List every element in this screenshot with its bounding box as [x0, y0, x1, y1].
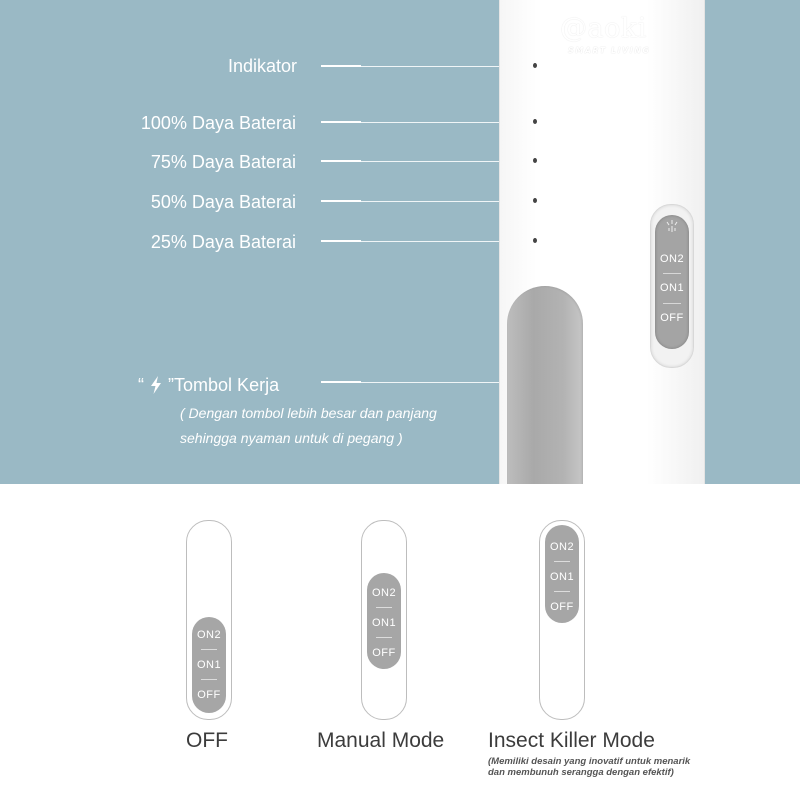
brand-tagline: SMART LIVING — [568, 46, 651, 55]
switch-label-off: OFF — [660, 312, 684, 324]
battery-75-leader — [321, 160, 361, 162]
battery-100-light — [533, 119, 537, 124]
manual-mode-label: Manual Mode — [317, 729, 445, 752]
insect-killer-mode-knob — [545, 525, 579, 623]
switch-label-off: OFF — [372, 647, 396, 659]
switch-label-on1: ON1 — [371, 617, 397, 629]
manual-mode-knob — [367, 573, 401, 669]
work-button[interactable] — [507, 286, 583, 484]
switch-divider — [554, 561, 570, 562]
battery-25-light — [533, 238, 537, 243]
battery-50-leader — [321, 200, 361, 202]
battery-100-leader — [321, 121, 361, 123]
lightning-bolt-icon — [149, 376, 163, 394]
off-mode-knob — [192, 617, 226, 713]
work-button-note-line-2: sehingga nyaman untuk di pegang ) — [180, 430, 403, 446]
close-quote: ” — [168, 375, 175, 395]
switch-label-on1: ON1 — [659, 282, 685, 294]
switch-label-on1: ON1 — [196, 659, 222, 671]
insect-killer-mode-switch — [539, 520, 585, 720]
insect-killer-mode-note: (Memiliki desain yang inovatif untuk menarik dan membunuh serangga dengan efektif) — [488, 756, 691, 778]
brand-logo: @aoki — [560, 13, 647, 44]
manual-mode-switch — [361, 520, 407, 720]
battery-100-label: 100% Daya Baterai — [140, 113, 296, 133]
indicator-leader — [321, 65, 361, 67]
modes-section — [0, 484, 800, 800]
off-mode-label: OFF — [186, 729, 228, 752]
switch-label-off: OFF — [550, 601, 574, 613]
indicator-light — [533, 63, 537, 68]
indicator-label: Indikator — [227, 56, 297, 76]
insect-killer-mode-label: Insect Killer Mode — [488, 729, 655, 752]
battery-75-light — [533, 158, 537, 163]
open-quote: “ — [138, 375, 144, 395]
switch-label-on2: ON2 — [196, 629, 222, 641]
switch-label-off: OFF — [197, 689, 221, 701]
switch-label-on2: ON2 — [659, 253, 685, 265]
work-button-label: Tombol Kerja — [174, 375, 280, 395]
battery-50-light — [533, 198, 537, 203]
work-button-note-line-1: ( Dengan tombol lebih besar dan panjang — [180, 405, 437, 421]
off-mode-switch — [186, 520, 232, 720]
mode-switch-slider[interactable] — [655, 215, 689, 349]
work-button-callout — [138, 375, 279, 396]
work-button-leader-line — [361, 382, 521, 383]
work-button-leader — [321, 381, 361, 383]
light-burst-icon — [664, 219, 680, 235]
battery-25-leader — [321, 240, 361, 242]
switch-divider — [201, 679, 217, 680]
mode-switch-track[interactable] — [650, 204, 694, 368]
switch-label-on2: ON2 — [371, 587, 397, 599]
battery-50-label: 50% Daya Baterai — [150, 192, 296, 212]
device-body — [499, 0, 705, 484]
switch-divider — [554, 591, 570, 592]
switch-label-on2: ON2 — [549, 541, 575, 553]
battery-75-label: 75% Daya Baterai — [150, 152, 296, 172]
switch-divider — [663, 303, 681, 304]
switch-divider — [376, 637, 392, 638]
switch-label-on1: ON1 — [549, 571, 575, 583]
switch-divider — [201, 649, 217, 650]
switch-divider — [663, 273, 681, 274]
switch-divider — [376, 607, 392, 608]
battery-25-label: 25% Daya Baterai — [150, 232, 296, 252]
